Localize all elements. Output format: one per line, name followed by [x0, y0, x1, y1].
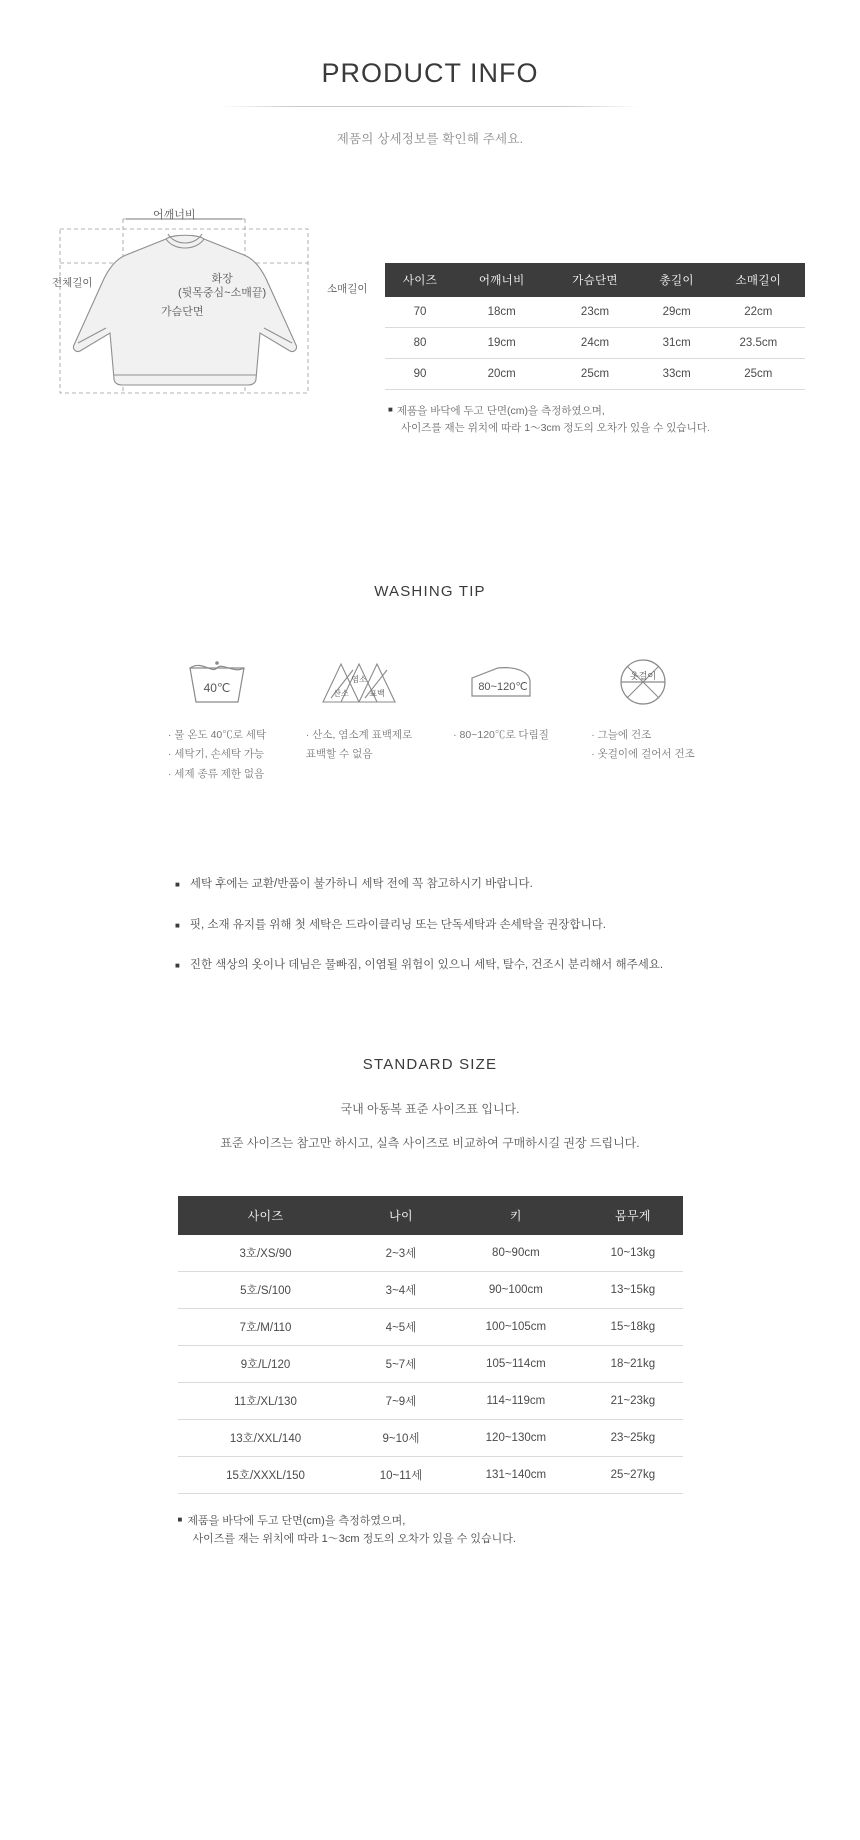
cell-age: 7~9세: [354, 1383, 449, 1420]
cell-sleeve: 22cm: [712, 297, 805, 328]
cell-shoulder: 19cm: [455, 328, 548, 359]
product-size-table: [385, 263, 805, 390]
cell-age: 3~4세: [354, 1272, 449, 1309]
bleach-line-2: 표백할 수 없음: [305, 748, 373, 761]
cell-size: 11호/XL/130: [178, 1383, 354, 1420]
cell-size: 7호/M/110: [178, 1309, 354, 1346]
standard-size-section: [0, 1056, 860, 1548]
label-total-length: 전체길이: [52, 277, 93, 289]
cell-length: 33cm: [642, 359, 712, 390]
table-header-row: [385, 263, 805, 297]
cell-shoulder: 20cm: [455, 359, 548, 390]
page-header: [0, 0, 860, 147]
wash-tub-40-icon: [146, 650, 288, 712]
title-divider: [220, 106, 640, 107]
washing-tip-section: [0, 583, 860, 784]
col-age: 나이: [354, 1196, 449, 1235]
table-header-row: [178, 1196, 683, 1235]
page-title: PRODUCT INFO: [321, 58, 539, 88]
cell-weight: 13~15kg: [583, 1272, 682, 1309]
dry-line-1: · 그늘에 건조: [591, 729, 652, 741]
col-weight: 몸무게: [583, 1196, 682, 1235]
standard-size-table: [178, 1196, 683, 1494]
svg-text:염소: 염소: [351, 675, 367, 684]
label-sleeve-end: [178, 273, 266, 301]
care-note-text: 세탁 후에는 교환/반품이 불가하니 세탁 전에 꼭 참고하시기 바랍니다.: [189, 878, 533, 891]
care-notes-list: [0, 876, 860, 974]
washing-icon-list: [0, 650, 860, 784]
cell-size: 13호/XXL/140: [178, 1420, 354, 1457]
cell-height: 100~105cm: [448, 1309, 583, 1346]
table-row: [385, 328, 805, 359]
page-subtitle: 제품의 상세정보를 확인해 주세요.: [336, 132, 524, 146]
washing-item-bleach: [288, 650, 430, 784]
col-chest: 가슴단면: [548, 263, 641, 297]
label-sleeve-end-line2: (뒷목중심~소매끝): [178, 286, 267, 299]
measurement-section: [0, 203, 860, 433]
cell-size: 70: [385, 297, 455, 328]
washing-item-bleach-text: [306, 726, 412, 765]
cell-size: 90: [385, 359, 455, 390]
cell-size: 80: [385, 328, 455, 359]
no-bleach-triangle-icon: [288, 650, 430, 712]
care-note-item: [175, 917, 860, 934]
table-row: [178, 1346, 683, 1383]
cell-height: 114~119cm: [448, 1383, 583, 1420]
size-table-note: [388, 403, 710, 437]
cell-age: 9~10세: [354, 1420, 449, 1457]
bullet-square-icon: ■: [177, 1515, 183, 1525]
col-height: 키: [448, 1196, 583, 1235]
col-length: 총길이: [642, 263, 712, 297]
cell-age: 2~3세: [354, 1235, 449, 1272]
dry-line-2: · 옷걸이에 걸어서 건조: [591, 748, 695, 761]
size-note-line2: 사이즈를 재는 위치에 따라 1〜3cm 정도의 오차가 있을 수 있습니다.: [401, 421, 710, 434]
col-size: 사이즈: [178, 1196, 354, 1235]
cell-weight: 23~25kg: [583, 1420, 682, 1457]
label-chest-width: 가슴단면: [161, 306, 204, 318]
svg-text:표백: 표백: [369, 689, 385, 698]
care-note-text: 진한 색상의 옷이나 데님은 물빠짐, 이염될 위험이 있으니 세탁, 탈수, 건조시 분리해서 해주세요.: [189, 958, 664, 971]
care-note-item: [175, 957, 860, 974]
care-note-item: [175, 876, 860, 893]
svg-text:40℃: 40℃: [203, 681, 231, 695]
cell-weight: 10~13kg: [583, 1235, 682, 1272]
standard-size-title: STANDARD SIZE: [362, 1056, 498, 1074]
cell-size: 15호/XXXL/150: [178, 1457, 354, 1494]
garment-diagram: [48, 203, 368, 418]
washing-item-wash: [146, 650, 288, 784]
col-sleeve: 소매길이: [712, 263, 805, 297]
cell-size: 9호/L/120: [178, 1346, 354, 1383]
washing-item-wash-text: [168, 726, 266, 784]
standard-size-desc1: 국내 아동복 표준 사이즈표 입니다.: [340, 1102, 520, 1117]
label-shoulder-width: 어깨너비: [153, 209, 196, 221]
cell-height: 90~100cm: [448, 1272, 583, 1309]
bullet-square-icon: ■: [388, 405, 393, 414]
cell-height: 131~140cm: [448, 1457, 583, 1494]
cell-age: 5~7세: [354, 1346, 449, 1383]
washing-item-iron-text: [453, 726, 549, 745]
cell-size: 5호/S/100: [178, 1272, 354, 1309]
wash-line-2: · 세탁기, 손세탁 가능: [167, 748, 265, 761]
label-sleeve-length: 소매길이: [327, 283, 368, 295]
iron-line-1: · 80~120℃로 다림질: [453, 729, 549, 741]
cell-length: 29cm: [642, 297, 712, 328]
svg-text:산소: 산소: [333, 689, 349, 698]
wash-line-1: · 물 온도 40℃로 세탁: [167, 729, 267, 741]
cell-size: 3호/XS/90: [178, 1235, 354, 1272]
bleach-line-1: · 산소, 염소계 표백제로: [305, 729, 413, 741]
cell-height: 120~130cm: [448, 1420, 583, 1457]
svg-text:80~120℃: 80~120℃: [478, 681, 528, 693]
cell-length: 31cm: [642, 328, 712, 359]
washing-item-dry: [572, 650, 714, 784]
table-row: [385, 297, 805, 328]
cell-weight: 18~21kg: [583, 1346, 682, 1383]
cell-sleeve: 23.5cm: [712, 328, 805, 359]
hanger-dry-shade-icon: [572, 650, 714, 712]
care-note-text: 핏, 소재 유지를 위해 첫 세탁은 드라이클리닝 또는 단독세탁과 손세탁을 권장합니다.: [189, 918, 606, 931]
table-row: [178, 1235, 683, 1272]
cell-sleeve: 25cm: [712, 359, 805, 390]
cell-height: 105~114cm: [448, 1346, 583, 1383]
table-row: [178, 1309, 683, 1346]
col-size: 사이즈: [385, 263, 455, 297]
cell-weight: 21~23kg: [583, 1383, 682, 1420]
washing-item-iron: [430, 650, 572, 784]
label-sleeve-end-line1: 화장: [211, 273, 233, 285]
table-row: [178, 1383, 683, 1420]
table-row: [178, 1420, 683, 1457]
iron-80-120-icon: [430, 650, 572, 712]
svg-text:옷걸이: 옷걸이: [629, 671, 657, 681]
cell-chest: 23cm: [548, 297, 641, 328]
standard-note-line2: 사이즈를 재는 위치에 따라 1〜3cm 정도의 오차가 있을 수 있습니다.: [192, 1533, 516, 1546]
bullet-square-icon: ■: [175, 960, 180, 970]
table-row: [178, 1457, 683, 1494]
col-shoulder: 어깨너비: [455, 263, 548, 297]
standard-size-note: [178, 1512, 683, 1548]
washing-tip-title: WASHING TIP: [374, 583, 486, 600]
bullet-square-icon: ■: [175, 920, 180, 930]
cell-age: 4~5세: [354, 1309, 449, 1346]
cell-weight: 15~18kg: [583, 1309, 682, 1346]
cell-chest: 25cm: [548, 359, 641, 390]
cell-weight: 25~27kg: [583, 1457, 682, 1494]
cell-age: 10~11세: [354, 1457, 449, 1494]
cell-chest: 24cm: [548, 328, 641, 359]
wash-line-3: · 세제 종류 제한 없음: [167, 767, 265, 780]
table-row: [178, 1272, 683, 1309]
standard-size-desc2: 표준 사이즈는 참고만 하시고, 실측 사이즈로 비교하여 구매하시길 권장 드립니다.: [220, 1136, 640, 1151]
bullet-square-icon: ■: [175, 880, 180, 890]
cell-shoulder: 18cm: [455, 297, 548, 328]
table-row: [385, 359, 805, 390]
washing-item-dry-text: [591, 726, 695, 765]
size-note-line1: 제품을 바닥에 두고 단면(cm)을 측정하였으며,: [396, 405, 605, 417]
cell-height: 80~90cm: [448, 1235, 583, 1272]
standard-note-line1: 제품을 바닥에 두고 단면(cm)을 측정하였으며,: [187, 1515, 406, 1528]
